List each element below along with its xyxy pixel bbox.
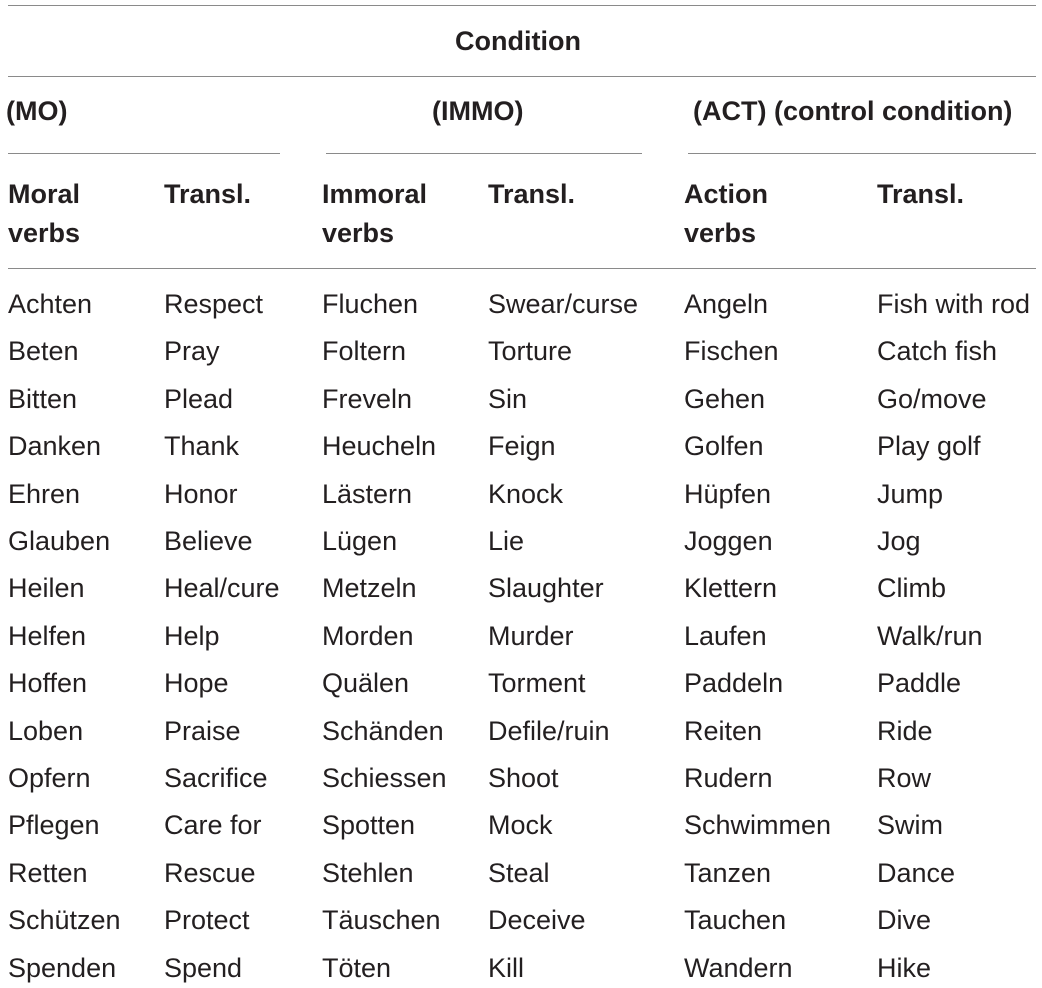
cell-moral-verb: Retten	[8, 858, 88, 888]
cell-transl-immo: Torment	[488, 668, 586, 698]
cell-transl-mo: Rescue	[164, 858, 256, 888]
column-header-line: Transl.	[877, 179, 965, 209]
cell-transl-act: Paddle	[877, 668, 962, 698]
cell-transl-immo: Slaughter	[488, 573, 604, 603]
cell-immoral-verb: Fluchen	[322, 289, 419, 319]
cell-action-verb: Tanzen	[684, 858, 772, 888]
cell-action-verb: Klettern	[684, 573, 778, 603]
cell-action-verb: Paddeln	[684, 668, 784, 698]
cell-moral-verb: Opfern	[8, 763, 91, 793]
cell-moral-verb: Hoffen	[8, 668, 88, 698]
cell-immoral-verb: Töten	[322, 953, 392, 983]
cell-transl-immo: Mock	[488, 810, 553, 840]
column-header-immoral-verbs	[322, 175, 427, 253]
cell-transl-mo: Respect	[164, 289, 264, 319]
cell-immoral-verb: Schänden	[322, 716, 444, 746]
cell-transl-act: Go/move	[877, 384, 987, 414]
cell-transl-act: Jog	[877, 526, 921, 556]
cell-immoral-verb: Morden	[322, 621, 414, 651]
column-header-transl-mo	[164, 175, 251, 214]
cell-transl-immo: Sin	[488, 384, 528, 414]
cell-transl-act: Hike	[877, 953, 932, 983]
condition-rule	[8, 76, 1036, 77]
column-header-transl-immo	[488, 175, 575, 214]
cell-transl-immo: Deceive	[488, 905, 586, 935]
cell-transl-immo: Knock	[488, 479, 564, 509]
group-header-mo: (MO)	[6, 96, 68, 126]
cell-moral-verb: Pflegen	[8, 810, 100, 840]
column-header-line: verbs	[684, 218, 757, 248]
cell-transl-act: Ride	[877, 716, 933, 746]
column-header-action-verbs	[684, 175, 768, 253]
column-header-line: Immoral	[322, 179, 428, 209]
group-rule-immo	[326, 153, 642, 154]
cell-transl-mo: Heal/cure	[164, 573, 280, 603]
cell-immoral-verb: Metzeln	[322, 573, 417, 603]
group-rule-act	[688, 153, 1036, 154]
cell-transl-act: Play golf	[877, 431, 981, 461]
cell-transl-act: Swim	[877, 810, 943, 840]
cell-immoral-verb: Stehlen	[322, 858, 414, 888]
cell-action-verb: Schwimmen	[684, 810, 832, 840]
cell-transl-immo: Kill	[488, 953, 525, 983]
cell-moral-verb: Loben	[8, 716, 84, 746]
cell-transl-immo: Steal	[488, 858, 550, 888]
condition-title: Condition	[455, 26, 581, 56]
cell-moral-verb: Spenden	[8, 953, 117, 983]
cell-transl-immo: Torture	[488, 336, 573, 366]
cell-action-verb: Joggen	[684, 526, 773, 556]
cell-transl-act: Dive	[877, 905, 932, 935]
cell-action-verb: Hüpfen	[684, 479, 772, 509]
cell-transl-mo: Plead	[164, 384, 234, 414]
cell-transl-immo: Swear/curse	[488, 289, 639, 319]
header-rule	[8, 268, 1036, 269]
cell-transl-mo: Care for	[164, 810, 262, 840]
cell-immoral-verb: Quälen	[322, 668, 410, 698]
cell-action-verb: Fischen	[684, 336, 779, 366]
group-header-act: (ACT) (control condition)	[693, 96, 1013, 126]
cell-transl-immo: Shoot	[488, 763, 559, 793]
cell-immoral-verb: Foltern	[322, 336, 407, 366]
cell-transl-act: Catch fish	[877, 336, 998, 366]
cell-moral-verb: Helfen	[8, 621, 87, 651]
cell-action-verb: Laufen	[684, 621, 767, 651]
column-header-line: verbs	[322, 218, 395, 248]
cell-transl-mo: Help	[164, 621, 220, 651]
cell-action-verb: Rudern	[684, 763, 773, 793]
cell-action-verb: Reiten	[684, 716, 763, 746]
cell-transl-mo: Spend	[164, 953, 243, 983]
cell-transl-immo: Defile/ruin	[488, 716, 610, 746]
cell-transl-mo: Protect	[164, 905, 250, 935]
group-header-immo: (IMMO)	[432, 96, 524, 126]
cell-transl-immo: Lie	[488, 526, 525, 556]
cell-transl-act: Dance	[877, 858, 956, 888]
cell-immoral-verb: Schiessen	[322, 763, 447, 793]
column-header-line: Action	[684, 179, 768, 209]
cell-moral-verb: Achten	[8, 289, 93, 319]
group-rule-mo	[8, 153, 280, 154]
column-header-line: Moral	[8, 179, 81, 209]
column-header-line: Transl.	[488, 179, 576, 209]
column-header-transl-act	[877, 175, 964, 214]
cell-transl-act: Walk/run	[877, 621, 983, 651]
cell-moral-verb: Beten	[8, 336, 79, 366]
cell-transl-mo: Hope	[164, 668, 229, 698]
cell-moral-verb: Heilen	[8, 573, 85, 603]
cell-transl-act: Fish with rod	[877, 289, 1031, 319]
column-header-line: verbs	[8, 218, 81, 248]
cell-moral-verb: Schützen	[8, 905, 121, 935]
cell-transl-mo: Praise	[164, 716, 241, 746]
cell-transl-act: Jump	[877, 479, 944, 509]
cell-transl-mo: Believe	[164, 526, 253, 556]
cell-immoral-verb: Lügen	[322, 526, 398, 556]
column-header-moral-verbs	[8, 175, 80, 253]
cell-transl-act: Row	[877, 763, 932, 793]
cell-immoral-verb: Lästern	[322, 479, 413, 509]
cell-moral-verb: Ehren	[8, 479, 81, 509]
top-rule	[8, 5, 1036, 6]
cell-transl-mo: Pray	[164, 336, 220, 366]
cell-immoral-verb: Heucheln	[322, 431, 437, 461]
cell-immoral-verb: Spotten	[322, 810, 416, 840]
cell-immoral-verb: Täuschen	[322, 905, 441, 935]
cell-action-verb: Tauchen	[684, 905, 787, 935]
cell-transl-immo: Murder	[488, 621, 574, 651]
cell-transl-mo: Thank	[164, 431, 240, 461]
cell-action-verb: Golfen	[684, 431, 764, 461]
cell-moral-verb: Glauben	[8, 526, 111, 556]
cell-transl-act: Climb	[877, 573, 947, 603]
cell-action-verb: Wandern	[684, 953, 793, 983]
cell-moral-verb: Bitten	[8, 384, 78, 414]
cell-action-verb: Gehen	[684, 384, 766, 414]
cell-action-verb: Angeln	[684, 289, 769, 319]
cell-transl-mo: Sacrifice	[164, 763, 268, 793]
cell-transl-mo: Honor	[164, 479, 238, 509]
cell-immoral-verb: Freveln	[322, 384, 413, 414]
cell-transl-immo: Feign	[488, 431, 556, 461]
column-header-line: Transl.	[164, 179, 252, 209]
cell-moral-verb: Danken	[8, 431, 102, 461]
